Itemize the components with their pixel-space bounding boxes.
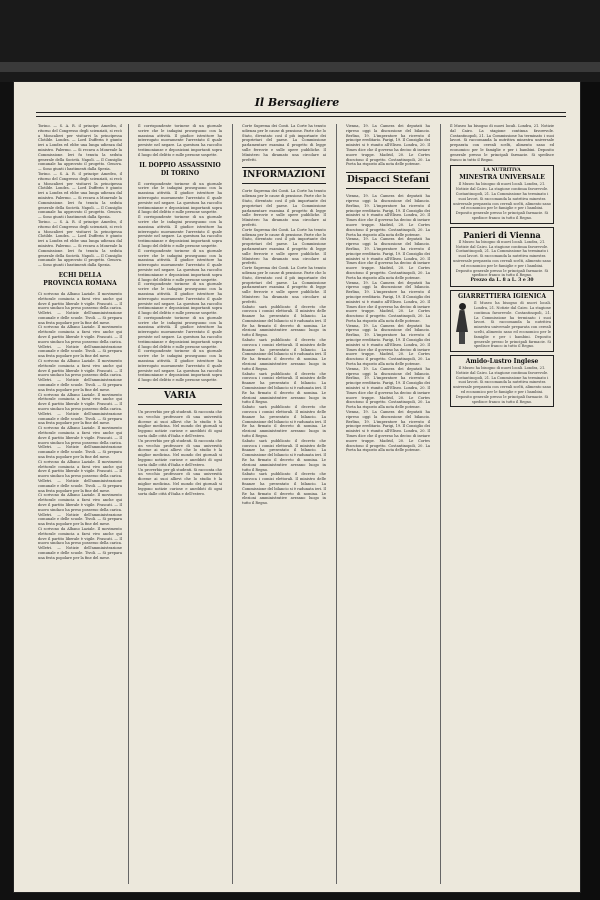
ad-panieri-text: Il Museo ha bisogno di nuovi locali. Londra, 21. Notizie dal Cairo. La stagione continua favorevole. Costantinopoli, 21. La Commissione ha terminato i suoi lavori. Si raccomanda la nutritiva minestra universale preparata con cereali scelti, alimento sano ed economico per le famiglie e per i bambini. Deposito generale presso le principali farmacie. Si spedisce franco in tutto il Regno.	[453, 239, 551, 278]
column-1-text-b: Ci scrivono da Albano Laziale. Il movimento elettorale comincia a farsi vivo anche qui dove il partito liberale è vigile. Frascati. — Il nuovo sindaco ha preso possesso della carica. Velletri. — Notizie dell'amministrazione comunale e delle scuole. Tivoli. — Si prepara una festa popolare per la fine del mese.	[38, 459, 122, 493]
column-1-text-b: Ci scrivono da Albano Laziale. Il movimento elettorale comincia a farsi vivo anche qui dove il partito liberale è vigile. Frascati. — Il nuovo sindaco ha preso possesso della carica. Velletri. — Notizie dell'amministrazione comunale e delle scuole. Tivoli. — Si prepara una festa popolare per la fine del mese.	[38, 392, 122, 426]
column-1-text-b: Ci scrivono da Albano Laziale. Il movimento elettorale comincia a farsi vivo anche qui dove il partito liberale è vigile. Frascati. — Il nuovo sindaco ha preso possesso della carica. Velletri. — Notizie dell'amministrazione comunale e delle scuole. Tivoli. — Si prepara una festa popolare per la fine del mese.	[38, 325, 122, 359]
column-1-text-b: Ci scrivono da Albano Laziale. Il movimento elettorale comincia a farsi vivo anche qui dove il partito liberale è vigile. Frascati. — Il nuovo sindaco ha preso possesso della carica. Velletri. — Notizie dell'amministrazione comunale e delle scuole. Tivoli. — Si prepara una festa popolare per la fine del mese.	[38, 291, 122, 325]
column-4	[346, 124, 430, 884]
column-divider	[440, 124, 441, 884]
ad-panieri-title: Panieri di Vienna	[463, 229, 541, 240]
column-1-text-cont: Torino. — S. A. R. il principe Amedeo, il ritorno del Congresso degli scienziati, si recò a Moncalieri per visitarvi la principessa Clotilde. Londra. — Lord Dufferin è giunto ieri a Londra ed ebbe una lunga udienza dal ministro. Palermo. — Si recava a Monreale la Commissione. Ieri fu tenuta la seduta generale della Società. Napoli. — Il Consiglio comunale ha approvato il progetto. Genova. — Sono giunti i bastimenti dalla Spezia.	[38, 171, 122, 220]
column-3-text-b: Sabato sarà pubblicato il decreto che convoca i comizi elettorali. Il ministro delle finanze ha presentato il bilancio. La Commissione del bilancio si è radunata ieri. Il Re ha firmato il decreto di nomina. Le elezioni amministrative avranno luogo in tutto il Regno.	[242, 405, 326, 439]
masthead-rule-bottom	[36, 116, 566, 117]
column-2-intro: Il corrispondente torinese di un giornale scrive che le indagini proseguono con la massima attività. Il giudice istruttore ha interrogato nuovamente l'arrestato il quale persiste nel negare. La questura ha raccolto testimonianze e deposizioni importanti sopra il luogo del delitto e sulle persone sospette.	[138, 124, 222, 157]
column-3-text: Corte Suprema dei Conti. La Corte ha tenuto udienza per le cause di pensione. Parte che lo Stato, diventato così il più importante dei proprietari del paese. La Commissione parlamentare esamina il progetto di legge sulle ferrovie e sulle opere pubbliche. Il Ministero ha diramato una circolare ai prefetti.	[242, 189, 326, 227]
column-2-text: Il corrispondente torinese di un giornale scrive che le indagini proseguono con la massima attività. Il giudice istruttore ha interrogato nuovamente l'arrestato il quale persiste nel negare. La questura ha raccolto testimonianze e deposizioni importanti sopra il luogo del delitto e sulle persone sospette.	[138, 282, 222, 316]
column-4-intro: Vienna, 19. La Camera dei deputati ha ripreso oggi la discussione del bilancio. Berlino, 19. L'imperatore ha ricevuto il principe ereditario. Parigi, 19. Il Consiglio dei ministri si è riunito all'Eliseo. Londra, 20. Il Times dice che il governo ha deciso di inviare nuove truppe. Madrid, 20. Le Cortes discutono il progetto. Costantinopoli, 20. La Porta ha risposto alla nota delle potenze.	[346, 124, 430, 167]
column-4-text: Vienna, 19. La Camera dei deputati ha ripreso oggi la discussione del bilancio. Berlino, 19. L'imperatore ha ricevuto il principe ereditario. Parigi, 19. Il Consiglio dei ministri si è riunito all'Eliseo. Londra, 20. Il Times dice che il governo ha deciso di inviare nuove truppe. Madrid, 20. Le Cortes discutono il progetto. Costantinopoli, 20. La Porta ha risposto alla nota delle potenze.	[346, 366, 430, 410]
column-3	[242, 124, 326, 884]
ad-amido-text: Il Museo ha bisogno di nuovi locali. Londra, 21. Notizie dal Cairo. La stagione continua favorevole. Costantinopoli, 21. La Commissione ha terminato i suoi lavori. Si raccomanda la nutritiva minestra universale preparata con cereali scelti, alimento sano ed economico per le famiglie e per i bambini. Deposito generale presso le principali farmacie. Si spedisce franco in tutto il Regno.	[453, 366, 551, 404]
column-1-text-b: Ci scrivono da Albano Laziale. Il movimento elettorale comincia a farsi vivo anche qui dove il partito liberale è vigile. Frascati. — Il nuovo sindaco ha preso possesso della carica. Velletri. — Notizie dell'amministrazione comunale e delle scuole. Tivoli. — Si prepara una festa popolare per la fine del mese.	[38, 359, 122, 392]
column-2-varia-text: Un proverbio per gli studenti. Si racconta che un vecchio professore di una università dicesse ai suoi allievi che lo studio è la miglior medicina. Nel mondo dei giornali si leggono notizie curiose e aneddoti di ogni sorta dalle città d'Italia e dell'estero.	[138, 467, 222, 496]
column-2-varia-text: Un proverbio per gli studenti. Si racconta che un vecchio professore di una università dicesse ai suoi allievi che lo studio è la miglior medicina. Nel mondo dei giornali si leggono notizie curiose e aneddoti di ogni sorta dalle città d'Italia e dell'estero.	[138, 410, 222, 439]
previous-page-edge	[0, 62, 600, 72]
column-3-intro: Corte Suprema dei Conti. La Corte ha tenuto udienza per le cause di pensione. Parte che lo Stato, diventato così il più importante dei proprietari del paese. La Commissione parlamentare esamina il progetto di legge sulle ferrovie e sulle opere pubbliche. Il Ministero ha diramato una circolare ai prefetti.	[242, 124, 326, 162]
column-1-text-b: Ci scrivono da Albano Laziale. Il movimento elettorale comincia a farsi vivo anche qui dove il partito liberale è vigile. Frascati. — Il nuovo sindaco ha preso possesso della carica. Velletri. — Notizie dell'amministrazione comunale e delle scuole. Tivoli. — Si prepara una festa popolare per la fine del mese.	[38, 426, 122, 459]
ad-minestra-universale	[450, 165, 554, 223]
ad-giarrettiera-title: GIARRETTIERA IGIENICA	[458, 293, 546, 301]
section-heading-dispacci: Dispacci Stefani	[346, 172, 430, 189]
column-1-text-b: Ci scrivono da Albano Laziale. Il movimento elettorale comincia a farsi vivo anche qui dove il partito liberale è vigile. Frascati. — Il nuovo sindaco ha preso possesso della carica. Velletri. — Notizie dell'amministrazione comunale e delle scuole. Tivoli. — Si prepara una festa popolare per la fine del mese.	[38, 526, 122, 560]
column-1-text-cont: Torino. — S. A. R. il principe Amedeo, il ritorno del Congresso degli scienziati, si recò a Moncalieri per visitarvi la principessa Clotilde. Londra. — Lord Dufferin è giunto ieri a Londra ed ebbe una lunga udienza dal ministro. Palermo. — Si recava a Monreale la Commissione. Ieri fu tenuta la seduta generale della Società. Napoli. — Il Consiglio comunale ha approvato il progetto. Genova. — Sono giunti i bastimenti dalla Spezia.	[38, 219, 122, 268]
column-1-text: Torino. — S. A. R. il principe Amedeo, il ritorno del Congresso degli scienziati, si recò a Moncalieri per visitarvi la principessa Clotilde. Londra. — Lord Dufferin è giunto ieri a Londra ed ebbe una lunga udienza dal ministro. Palermo. — Si recava a Monreale la Commissione. Ieri fu tenuta la seduta generale della Società. Napoli. — Il Consiglio comunale ha approvato il progetto. Genova. — Sono giunti i bastimenti dalla Spezia.	[38, 124, 122, 172]
column-2-varia-text: Un proverbio per gli studenti. Si racconta che un vecchio professore di una università dicesse ai suoi allievi che lo studio è la miglior medicina. Nel mondo dei giornali si leggono notizie curiose e aneddoti di ogni sorta dalle città d'Italia e dell'estero.	[138, 438, 222, 467]
column-4-text: Vienna, 19. La Camera dei deputati ha ripreso oggi la discussione del bilancio. Berlino, 19. L'imperatore ha ricevuto il principe ereditario. Parigi, 19. Il Consiglio dei ministri si è riunito all'Eliseo. Londra, 20. Il Times dice che il governo ha deciso di inviare nuove truppe. Madrid, 20. Le Cortes discutono il progetto. Costantinopoli, 20. La Porta ha risposto alla nota delle potenze.	[346, 410, 430, 453]
ad-minestra-line2: MINESTRA UNIVERSALE	[459, 174, 545, 182]
column-2	[138, 124, 222, 884]
ad-panieri-price: Prezzo da L. 8 a L. 3 e 30	[470, 278, 534, 284]
ad-minestra-line1: LA NUTRITIVA	[483, 168, 521, 174]
masthead-rule-top	[36, 112, 566, 113]
column-5-text: Il Museo ha bisogno di nuovi locali. Londra, 21. Notizie dal Cairo. La stagione continua favorevole. Costantinopoli, 21. La Commissione ha terminato i suoi lavori. Si raccomanda la nutritiva minestra universale preparata con cereali scelti, alimento sano ed economico per le famiglie e per i bambini. Deposito generale presso le principali farmacie. Si spedisce franco in tutto il Regno.	[450, 124, 554, 162]
column-1-text-b: Ci scrivono da Albano Laziale. Il movimento elettorale comincia a farsi vivo anche qui dove il partito liberale è vigile. Frascati. — Il nuovo sindaco ha preso possesso della carica. Velletri. — Notizie dell'amministrazione comunale e delle scuole. Tivoli. — Si prepara una festa popolare per la fine del mese.	[38, 493, 122, 527]
right-scanner-border	[580, 82, 600, 900]
column-divider	[128, 124, 129, 884]
column-3-text-b: Sabato sarà pubblicato il decreto che convoca i comizi elettorali. Il ministro delle finanze ha presentato il bilancio. La Commissione del bilancio si è radunata ieri. Il Re ha firmato il decreto di nomina. Le elezioni amministrative avranno luogo in tutto il Regno.	[242, 438, 326, 472]
column-3-text: Corte Suprema dei Conti. La Corte ha tenuto udienza per le cause di pensione. Parte che lo Stato, diventato così il più importante dei proprietari del paese. La Commissione parlamentare esamina il progetto di legge sulle ferrovie e sulle opere pubbliche. Il Ministero ha diramato una circolare ai prefetti.	[242, 227, 326, 266]
ad-giarrettiera-text: Il Museo ha bisogno di nuovi locali. Londra, 21. Notizie dal Cairo. La stagione continua favorevole. Costantinopoli, 21. La Commissione ha terminato i suoi lavori. Si raccomanda la nutritiva minestra universale preparata con cereali scelti, alimento sano ed economico per le famiglie e per i bambini. Deposito generale presso le principali farmacie. Si spedisce franco in tutto il Regno.	[474, 301, 551, 349]
ad-minestra-text: Il Museo ha bisogno di nuovi locali. Londra, 21. Notizie dal Cairo. La stagione continua favorevole. Costantinopoli, 21. La Commissione ha terminato i suoi lavori. Si raccomanda la nutritiva minestra universale preparata con cereali scelti, alimento sano ed economico per le famiglie e per i bambini. Deposito generale presso le principali farmacie. Si spedisce franco in tutto il Regno.	[453, 182, 551, 220]
newspaper-page	[14, 82, 580, 892]
column-2-text: Il corrispondente torinese di un giornale scrive che le indagini proseguono con la massima attività. Il giudice istruttore ha interrogato nuovamente l'arrestato il quale persiste nel negare. La questura ha raccolto testimonianze e deposizioni importanti sopra il luogo del delitto e sulle persone sospette.	[138, 181, 222, 215]
column-4-text: Vienna, 19. La Camera dei deputati ha ripreso oggi la discussione del bilancio. Berlino, 19. L'imperatore ha ricevuto il principe ereditario. Parigi, 19. Il Consiglio dei ministri si è riunito all'Eliseo. Londra, 20. Il Times dice che il governo ha deciso di inviare nuove truppe. Madrid, 20. Le Cortes discutono il progetto. Costantinopoli, 20. La Porta ha risposto alla nota delle potenze.	[346, 323, 430, 367]
column-4-text: Vienna, 19. La Camera dei deputati ha ripreso oggi la discussione del bilancio. Berlino, 19. L'imperatore ha ricevuto il principe ereditario. Parigi, 19. Il Consiglio dei ministri si è riunito all'Eliseo. Londra, 20. Il Times dice che il governo ha deciso di inviare nuove truppe. Madrid, 20. Le Cortes discutono il progetto. Costantinopoli, 20. La Porta ha risposto alla nota delle potenze.	[346, 194, 430, 237]
column-3-text: Corte Suprema dei Conti. La Corte ha tenuto udienza per le cause di pensione. Parte che lo Stato, diventato così il più importante dei proprietari del paese. La Commissione parlamentare esamina il progetto di legge sulle ferrovie e sulle opere pubbliche. Il Ministero ha diramato una circolare ai prefetti.	[242, 266, 326, 304]
ad-amido-title: Amido-Lustro Inglese	[465, 358, 539, 366]
column-1	[38, 124, 122, 884]
top-scanner-strip	[0, 0, 600, 82]
ad-giarrettiera	[450, 290, 554, 352]
column-4-text: Vienna, 19. La Camera dei deputati ha ripreso oggi la discussione del bilancio. Berlino, 19. L'imperatore ha ricevuto il principe ereditario. Parigi, 19. Il Consiglio dei ministri si è riunito all'Eliseo. Londra, 20. Il Times dice che il governo ha deciso di inviare nuove truppe. Madrid, 20. Le Cortes discutono il progetto. Costantinopoli, 20. La Porta ha risposto alla nota delle potenze.	[346, 280, 430, 323]
column-divider	[336, 124, 337, 884]
column-3-text-b: Sabato sarà pubblicato il decreto che convoca i comizi elettorali. Il ministro delle finanze ha presentato il bilancio. La Commissione del bilancio si è radunata ieri. Il Re ha firmato il decreto di nomina. Le elezioni amministrative avranno luogo in tutto il Regno.	[242, 304, 326, 338]
column-3-text-b: Sabato sarà pubblicato il decreto che convoca i comizi elettorali. Il ministro delle finanze ha presentato il bilancio. La Commissione del bilancio si è radunata ieri. Il Re ha firmato il decreto di nomina. Le elezioni amministrative avranno luogo in tutto il Regno.	[242, 338, 326, 371]
ad-amido-lustro	[450, 355, 554, 407]
ad-panieri-vienna	[450, 227, 554, 287]
column-5-advertisements	[450, 124, 554, 884]
woman-figure-illustration	[453, 303, 471, 345]
column-2-text: Il corrispondente torinese di un giornale scrive che le indagini proseguono con la massima attività. Il giudice istruttore ha interrogato nuovamente l'arrestato il quale persiste nel negare. La questura ha raccolto testimonianze e deposizioni importanti sopra il luogo del delitto e sulle persone sospette.	[138, 349, 222, 383]
column-4-text: Vienna, 19. La Camera dei deputati ha ripreso oggi la discussione del bilancio. Berlino, 19. L'imperatore ha ricevuto il principe ereditario. Parigi, 19. Il Consiglio dei ministri si è riunito all'Eliseo. Londra, 20. Il Times dice che il governo ha deciso di inviare nuove truppe. Madrid, 20. Le Cortes discutono il progetto. Costantinopoli, 20. La Porta ha risposto alla nota delle potenze.	[346, 237, 430, 280]
column-2-text: Il corrispondente torinese di un giornale scrive che le indagini proseguono con la massima attività. Il giudice istruttore ha interrogato nuovamente l'arrestato il quale persiste nel negare. La questura ha raccolto testimonianze e deposizioni importanti sopra il luogo del delitto e sulle persone sospette.	[138, 315, 222, 349]
column-3-text-b: Sabato sarà pubblicato il decreto che convoca i comizi elettorali. Il ministro delle finanze ha presentato il bilancio. La Commissione del bilancio si è radunata ieri. Il Re ha firmato il decreto di nomina. Le elezioni amministrative avranno luogo in tutto il Regno.	[242, 371, 326, 405]
column-2-text: Il corrispondente torinese di un giornale scrive che le indagini proseguono con la massima attività. Il giudice istruttore ha interrogato nuovamente l'arrestato il quale persiste nel negare. La questura ha raccolto testimonianze e deposizioni importanti sopra il luogo del delitto e sulle persone sospette.	[138, 215, 222, 248]
section-heading-provincia: ECHI DELLA PROVINCIA ROMANA	[43, 271, 117, 287]
column-3-text-b: Sabato sarà pubblicato il decreto che convoca i comizi elettorali. Il ministro delle finanze ha presentato il bilancio. La Commissione del bilancio si è radunata ieri. Il Re ha firmato il decreto di nomina. Le elezioni amministrative avranno luogo in tutto il Regno.	[242, 472, 326, 506]
section-heading-informazioni: INFORMAZIONI	[242, 167, 326, 184]
section-heading-varia: VARIA	[138, 388, 222, 405]
column-2-text: Il corrispondente torinese di un giornale scrive che le indagini proseguono con la massima attività. Il giudice istruttore ha interrogato nuovamente l'arrestato il quale persiste nel negare. La questura ha raccolto testimonianze e deposizioni importanti sopra il luogo del delitto e sulle persone sospette.	[138, 248, 222, 282]
section-heading-assassinio: IL DOPPIO ASSASSINIO DI TORINO	[139, 161, 221, 177]
column-divider	[232, 124, 233, 884]
masthead-title: Il Bersagliere	[254, 96, 340, 109]
